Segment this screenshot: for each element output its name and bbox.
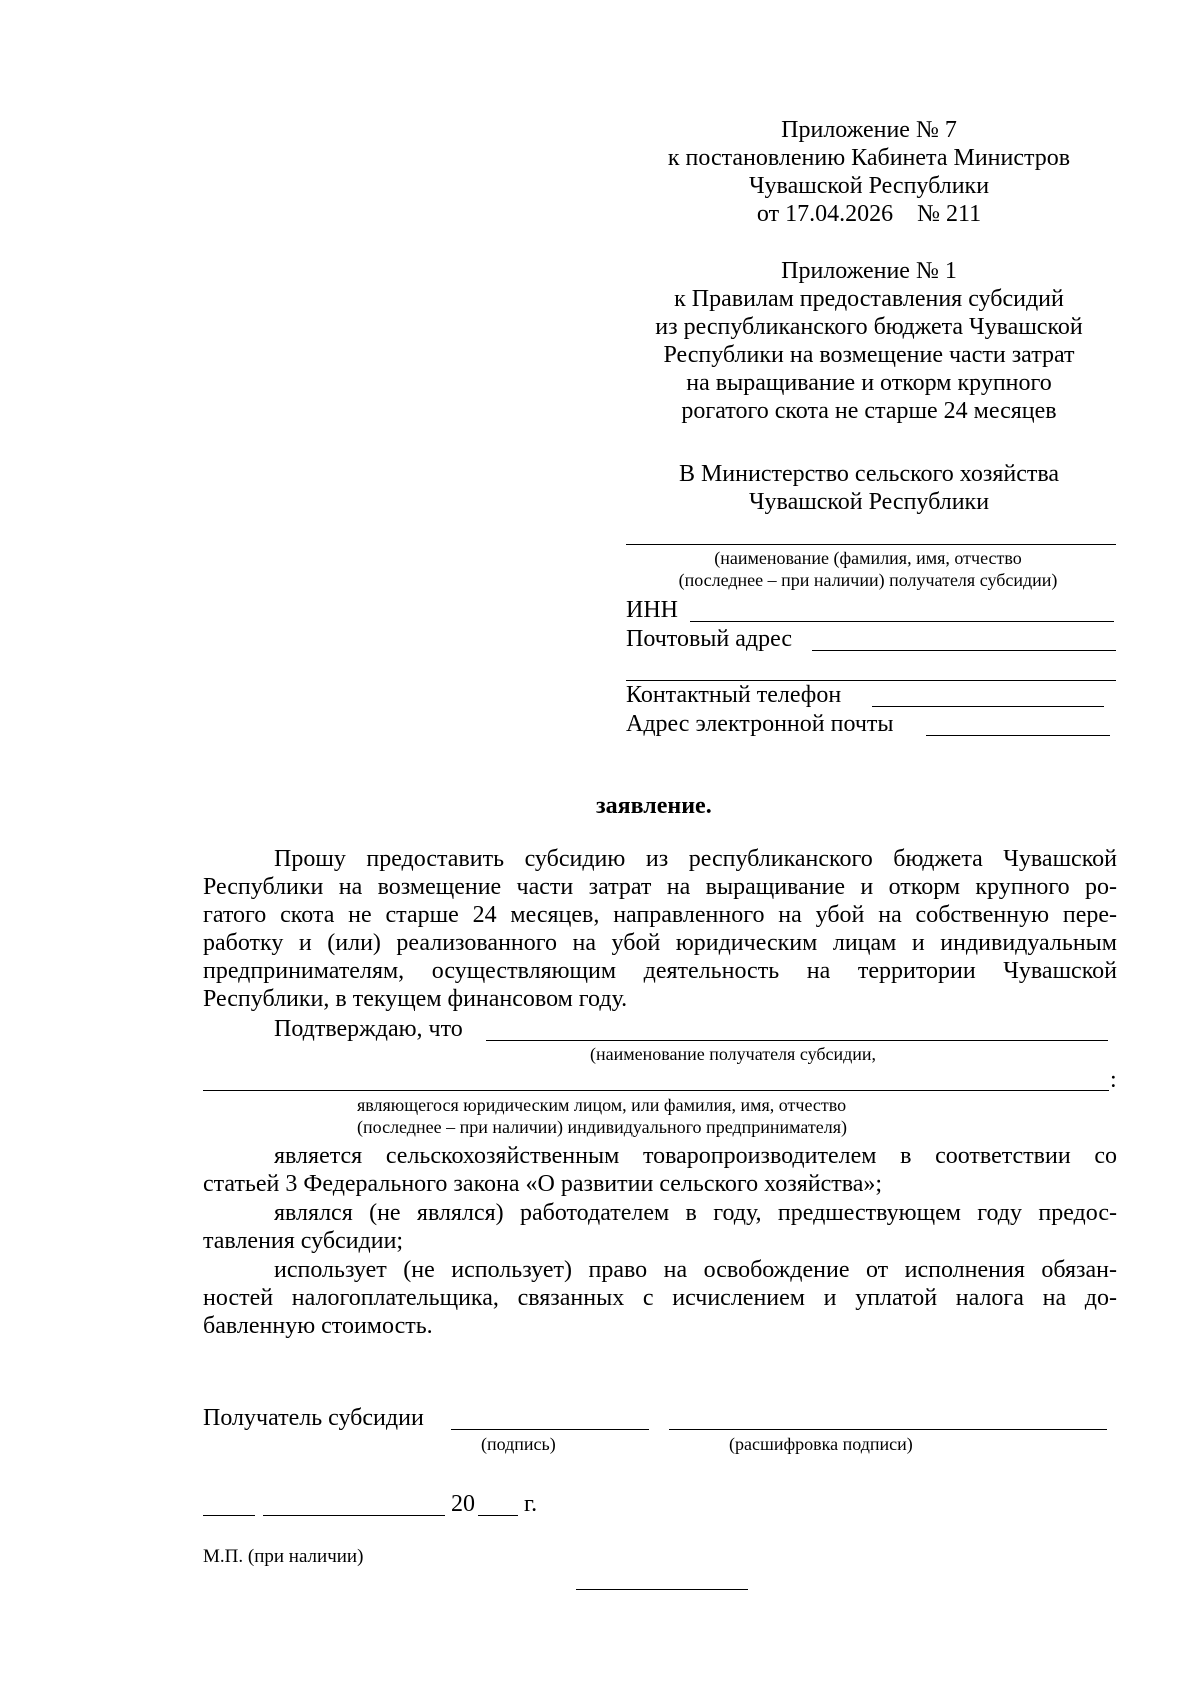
- annex-7-header: [628, 116, 1110, 228]
- addressee: [628, 460, 1110, 516]
- document-heading: заявление.: [596, 793, 712, 819]
- statement-3: использует (не использует) право на освобождение от исполнения обязан- ностей налогоплательщика, связанных с исчислением и уплатой налога на до- бавленную стоимость.: [203, 1257, 1117, 1339]
- annex-7-title: Приложение № 7: [781, 117, 957, 143]
- annex-7-line-1: к постановлению Кабинета Министров: [667, 145, 1071, 171]
- confirm-label: Подтверждаю, что: [274, 1016, 463, 1042]
- annex-7-date-number: от 17.04.2026 № 211: [756, 201, 982, 227]
- date-year-prefix: 20: [451, 1491, 475, 1517]
- contact-phone-label: Контактный телефон: [626, 682, 842, 708]
- applicant-name-line[interactable]: [626, 544, 1116, 545]
- annex-1-line: на выращивание и откорм крупного: [686, 370, 1052, 396]
- postal-address-label: Почтовый адрес: [626, 626, 793, 652]
- signature-decode-field[interactable]: [669, 1429, 1107, 1430]
- request-line: Прошу предоставить субсидию из республиканского бюджета Чувашской: [274, 846, 1117, 872]
- annex-1-line: к Правилам предоставления субсидий: [674, 286, 1064, 312]
- signature-decode-caption: (расшифровка подписи): [729, 1434, 913, 1454]
- recipient-name-field[interactable]: [486, 1040, 1108, 1041]
- colon: :: [1110, 1067, 1117, 1093]
- signature-label: Получатель субсидии: [203, 1405, 424, 1431]
- applicant-name-caption: (наименование (фамилия, имя, отчество (последнее – при наличии) получателя субсидии): [678, 548, 1058, 590]
- request-line: гатого скота не старше 24 месяцев, направленного на убой на собственную пере-: [203, 902, 1117, 928]
- date-month-field[interactable]: [263, 1515, 445, 1516]
- addressee-line-2: Чувашской Республики: [748, 489, 990, 515]
- annex-7-line-2: Чувашской Республики: [748, 173, 990, 199]
- annex-1-title: Приложение № 1: [781, 258, 957, 284]
- date-year-suffix: г.: [524, 1491, 538, 1517]
- recipient-type-caption-1: являющегося юридическим лицом, или фамилия, имя, отчество: [357, 1095, 847, 1115]
- stamp-note: М.П. (при наличии): [203, 1546, 364, 1567]
- annex-1-line: из республиканского бюджета Чувашской: [655, 314, 1083, 340]
- recipient-name-field-line-2[interactable]: [203, 1090, 1109, 1091]
- request-line: предпринимателям, осуществляющим деятельность на территории Чувашской: [203, 958, 1117, 984]
- statement-2: являлся (не являлся) работодателем в году, предшествующем году предос- тавления субсидии;: [203, 1200, 1117, 1254]
- annex-1-line: рогатого скота не старше 24 месяцев: [681, 398, 1057, 424]
- request-line: Республики на возмещение части затрат на выращивание и откорм крупного ро-: [203, 874, 1117, 900]
- request-line: Республики, в текущем финансовом году.: [203, 986, 628, 1012]
- request-paragraph: [203, 845, 1117, 1013]
- addressee-line-1: В Министерство сельского хозяйства: [678, 461, 1060, 487]
- inn-label: ИНН: [626, 597, 678, 623]
- date-day-field[interactable]: [203, 1515, 255, 1516]
- email-field[interactable]: [926, 735, 1110, 736]
- date-year-field[interactable]: [478, 1515, 518, 1516]
- annex-1-line: Республики на возмещение части затрат: [663, 342, 1075, 368]
- recipient-type-caption-2: (последнее – при наличии) индивидуального предпринимателя): [357, 1117, 848, 1137]
- end-divider: [576, 1589, 748, 1590]
- signature-caption: (подпись): [481, 1434, 556, 1454]
- request-line: работку и (или) реализованного на убой юридическим лицам и индивидуальным: [203, 930, 1117, 956]
- contact-phone-field[interactable]: [872, 706, 1104, 707]
- postal-address-field[interactable]: [812, 650, 1116, 651]
- recipient-name-caption: (наименование получателя субсидии,: [590, 1044, 877, 1064]
- statement-1: является сельскохозяйственным товаропроизводителем в соответствии со статьей 3 Федерального закона «О развитии сельского хозяйства»;: [203, 1143, 1117, 1197]
- email-label: Адрес электронной почты: [626, 711, 894, 737]
- annex-1-header: [628, 257, 1110, 425]
- inn-field[interactable]: [690, 621, 1114, 622]
- signature-field[interactable]: [451, 1429, 649, 1430]
